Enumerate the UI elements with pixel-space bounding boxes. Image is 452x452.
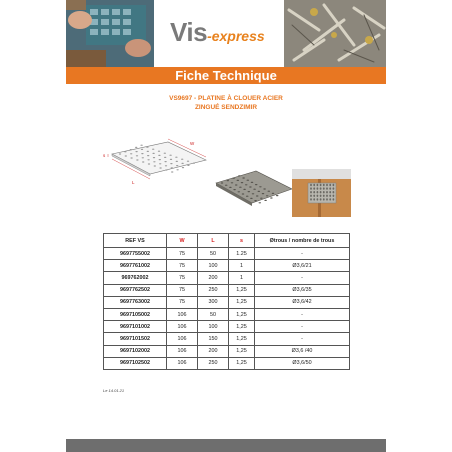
plate-hole (320, 187, 322, 189)
plate-hole (159, 167, 161, 168)
cell-s: 1,25 (229, 284, 255, 296)
plate-hole (158, 155, 160, 156)
plate-hole (182, 167, 184, 168)
technical-sheet-page (66, 0, 386, 452)
plate-hole (329, 187, 331, 189)
plate-hole (165, 169, 167, 170)
plate-hole (176, 169, 178, 170)
cell-holes: Ø3,6 /40 (255, 345, 350, 357)
plate-hole (317, 187, 319, 189)
product-title (66, 94, 386, 112)
cell-l: 50 (198, 308, 229, 320)
plate-hole (152, 149, 154, 150)
cell-ref: 9697105002 (104, 308, 167, 320)
plate-hole (320, 191, 322, 193)
cell-s: 1,25 (229, 321, 255, 333)
plate-hole (148, 163, 150, 164)
plate-hole (323, 195, 325, 197)
plate-hole (231, 182, 234, 183)
plate-hole (225, 185, 228, 186)
plate-hole (187, 165, 189, 166)
plate-hole (171, 171, 173, 172)
plate-hole (264, 200, 267, 201)
plate-hole (141, 153, 143, 154)
plate-hole (310, 195, 312, 197)
plate-hole (310, 187, 312, 189)
plate-hole (136, 155, 138, 156)
table-row (104, 248, 350, 260)
header-ref: REF VS (104, 234, 167, 248)
plate-hole (232, 178, 235, 179)
plate-hole (251, 182, 254, 183)
cell-w: 106 (167, 333, 198, 345)
banner-title: Fiche Technique (175, 68, 277, 83)
plate-hole (245, 184, 248, 185)
plate-hole (130, 149, 132, 150)
plate-hole (141, 149, 143, 150)
cell-w: 106 (167, 308, 198, 320)
plate-hole (170, 159, 172, 160)
plate-hole (153, 157, 155, 158)
product-title-line1: VS9697 - PLATINE À CLOUER ACIER (169, 95, 283, 102)
cell-w: 106 (167, 357, 198, 369)
plate-hole (146, 147, 148, 148)
cell-s: 1 (229, 272, 255, 284)
plate-hole (310, 198, 312, 200)
plate-hole (333, 184, 335, 186)
header-photo-hands-tools (66, 0, 154, 67)
plate-hole (147, 159, 149, 160)
cell-l: 100 (198, 321, 229, 333)
plate-hole (323, 184, 325, 186)
plate-hole (266, 195, 269, 196)
plate-hole (326, 195, 328, 197)
header-l: L (198, 234, 229, 248)
plate-hole (333, 191, 335, 193)
plate-hole (247, 180, 250, 181)
cell-holes: Ø3,6/35 (255, 284, 350, 296)
plate-hole (310, 191, 312, 193)
specifications-table (103, 233, 350, 370)
plate-hole (125, 155, 127, 156)
plate-hole (313, 184, 315, 186)
plate-hole (255, 184, 258, 185)
plate-hole (326, 187, 328, 189)
plate-hole (268, 191, 271, 192)
plate-hole (165, 165, 167, 166)
cell-l: 200 (198, 272, 229, 284)
header (66, 0, 386, 67)
cell-l: 250 (198, 284, 229, 296)
cell-ref: 9697102002 (104, 345, 167, 357)
plate-hole (171, 167, 173, 168)
cell-s: 1,25 (229, 308, 255, 320)
table-row (104, 284, 350, 296)
table-row (104, 345, 350, 357)
drawing-label-l: L (132, 180, 135, 185)
brand-name: Vis (170, 17, 208, 47)
footer-bar (66, 439, 386, 452)
product-title-line2: ZINGUÉ SENDZIMIR (194, 104, 258, 111)
brand-logo[interactable] (154, 0, 284, 67)
header-s: s (229, 234, 255, 248)
plate-hole (237, 180, 240, 181)
plate-hole (176, 161, 178, 162)
plate-hole (313, 198, 315, 200)
cell-l: 200 (198, 345, 229, 357)
plate-hole (258, 191, 261, 192)
plate-hole (229, 187, 232, 188)
plate-hole (262, 193, 265, 194)
header-photo-screws (284, 0, 386, 67)
plate-hole (140, 145, 142, 146)
plate-hole (252, 193, 255, 194)
plate-hole (142, 161, 144, 162)
cell-w: 106 (167, 321, 198, 333)
cell-holes: Ø3,6/50 (255, 357, 350, 369)
plate-hole (154, 165, 156, 166)
cell-ref: 9697763002 (104, 296, 167, 308)
plate-hole (246, 196, 249, 197)
plate-hole (159, 163, 161, 164)
cell-w: 75 (167, 296, 198, 308)
cell-ref: 9697761002 (104, 260, 167, 272)
plate-hole (253, 189, 256, 190)
plate-hole (135, 147, 137, 148)
plate-hole (164, 157, 166, 158)
cell-s: 1,25 (229, 357, 255, 369)
plate-hole (170, 163, 172, 164)
plate-hole (326, 191, 328, 193)
plate-hole (239, 187, 242, 188)
plate-hole (135, 151, 137, 152)
date-note: Le 14.01.21 (103, 388, 125, 393)
plate-hole (238, 191, 241, 192)
plate-hole (323, 198, 325, 200)
plate-hole (235, 184, 238, 185)
plate-hole (227, 180, 230, 181)
plate-hole (333, 195, 335, 197)
cell-s: 1 (229, 260, 255, 272)
plate-hole (263, 188, 266, 189)
plate-hole (243, 189, 246, 190)
plate-hole (256, 195, 259, 196)
plate-hole (250, 198, 253, 199)
plate-hole (317, 191, 319, 193)
plate-hole (276, 195, 279, 196)
plate-hole (221, 182, 224, 183)
plate-hole (242, 177, 245, 178)
cell-w: 75 (167, 284, 198, 296)
table-row (104, 321, 350, 333)
cell-w: 75 (167, 248, 198, 260)
plate-hole (119, 153, 121, 154)
plate-hole (187, 161, 189, 162)
cell-s: 1,25 (229, 296, 255, 308)
banner (66, 67, 386, 84)
plate-hole (329, 198, 331, 200)
plate-hole (248, 191, 251, 192)
plate-hole (136, 159, 138, 160)
plate-hole (142, 157, 144, 158)
plate-hole (259, 186, 262, 187)
table-row (104, 260, 350, 272)
wood-joint-photo (292, 169, 351, 217)
cell-w: 106 (167, 345, 198, 357)
plate-hole (181, 163, 183, 164)
plate-hole (147, 155, 149, 156)
cell-l: 100 (198, 260, 229, 272)
cell-ref: 9697762502 (104, 284, 167, 296)
header-w: W (167, 234, 198, 248)
plate-hole (323, 187, 325, 189)
plate-hole (152, 153, 154, 154)
plate-hole (164, 161, 166, 162)
plate-hole (147, 151, 149, 152)
plate-hole (329, 184, 331, 186)
plate-hole (169, 155, 171, 156)
cell-holes: - (255, 272, 350, 284)
plate-hole (153, 161, 155, 162)
plate-hole (175, 157, 177, 158)
plate-hole (310, 184, 312, 186)
plate-hole (238, 175, 241, 176)
plate-hole (181, 159, 183, 160)
cell-ref: 9697101502 (104, 333, 167, 345)
cell-holes: - (255, 248, 350, 260)
table-row (104, 308, 350, 320)
plate-hole (259, 202, 262, 203)
cell-s: 1,25 (229, 345, 255, 357)
plate-hole (270, 197, 273, 198)
cell-ref: 9697102502 (104, 357, 167, 369)
plate-hole (320, 195, 322, 197)
plate-hole (317, 184, 319, 186)
plate-hole (260, 198, 263, 199)
header-holes: Øtrous / nombre de trous (255, 234, 350, 248)
plate-hole (254, 200, 257, 201)
plate-hole (329, 195, 331, 197)
cell-holes: Ø3,6/42 (255, 296, 350, 308)
plate-hole (313, 191, 315, 193)
plate-product-photo (212, 169, 294, 207)
plate-hole (249, 186, 252, 187)
cell-w: 75 (167, 260, 198, 272)
drawing-label-s: s (103, 153, 106, 158)
plate-hole (317, 195, 319, 197)
plate-hole (313, 195, 315, 197)
plate-hole (242, 193, 245, 194)
cell-s: 1.25 (229, 248, 255, 260)
plate-hole (326, 184, 328, 186)
cell-ref: 9697101002 (104, 321, 167, 333)
plate-hole (313, 187, 315, 189)
cell-ref: 9697755002 (104, 248, 167, 260)
plate-hole (317, 198, 319, 200)
table-header-row (104, 234, 350, 248)
cell-holes: - (255, 321, 350, 333)
plate-hole (130, 153, 132, 154)
cell-l: 150 (198, 333, 229, 345)
plate-technical-drawing (102, 138, 212, 188)
cell-holes: - (255, 333, 350, 345)
plate-hole (241, 182, 244, 183)
plate-hole (333, 198, 335, 200)
plate-hole (124, 151, 126, 152)
brand-suffix: -express (207, 28, 265, 44)
plate-hole (164, 153, 166, 154)
plate-hole (193, 163, 195, 164)
plate-hole (323, 191, 325, 193)
cell-l: 300 (198, 296, 229, 308)
plate-hole (158, 151, 160, 152)
table-row (104, 357, 350, 369)
drawing-label-w: W (190, 141, 195, 146)
plate-hole (130, 157, 132, 158)
plate-hole (333, 187, 335, 189)
cell-holes: - (255, 308, 350, 320)
cell-w: 75 (167, 272, 198, 284)
plate-hole (320, 198, 322, 200)
plate-hole (176, 165, 178, 166)
plate-hole (326, 198, 328, 200)
cell-s: 1,25 (229, 333, 255, 345)
cell-ref: 969762002 (104, 272, 167, 284)
plate-hole (329, 191, 331, 193)
plate-hole (272, 193, 275, 194)
plate-hole (159, 159, 161, 160)
table-row (104, 272, 350, 284)
plate-hole (233, 189, 236, 190)
plate-hole (320, 184, 322, 186)
table-row (104, 333, 350, 345)
table-row (104, 296, 350, 308)
cell-l: 250 (198, 357, 229, 369)
cell-holes: Ø3,6/21 (255, 260, 350, 272)
cell-l: 50 (198, 248, 229, 260)
